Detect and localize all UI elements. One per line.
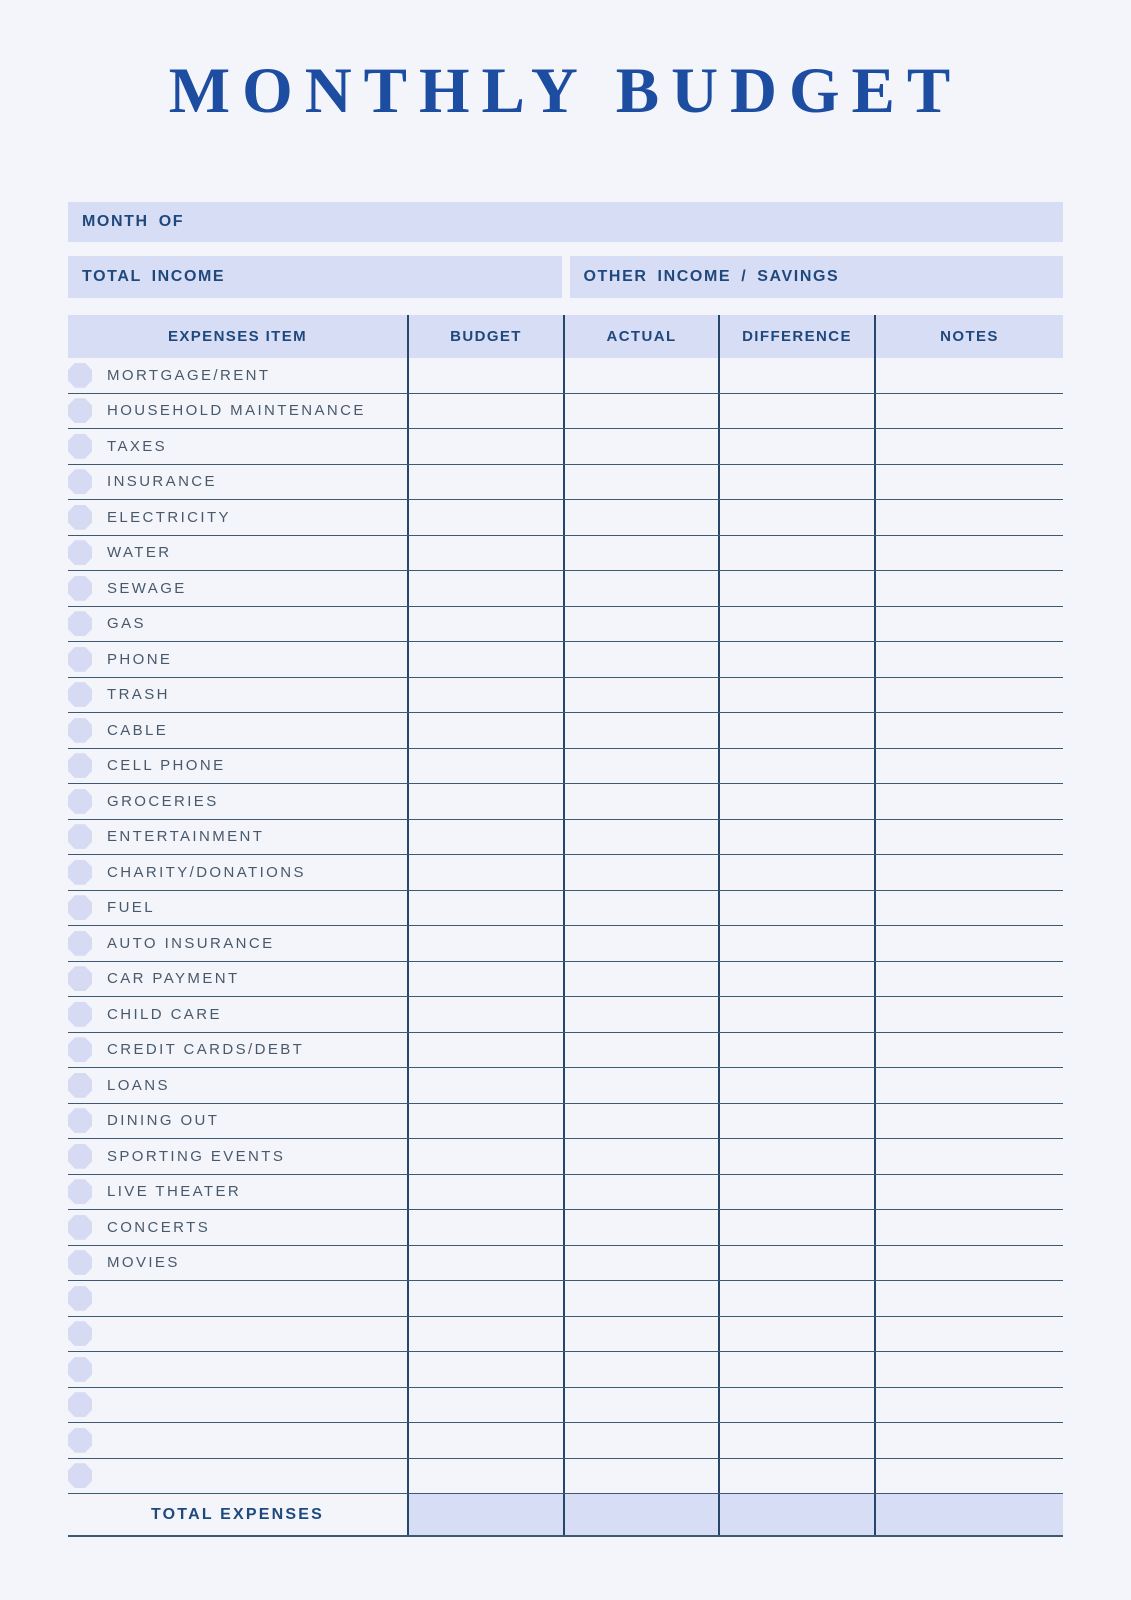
octagon-bullet-icon: [68, 1002, 92, 1027]
total-actual-cell[interactable]: [565, 1494, 720, 1535]
expense-row: [68, 784, 1063, 820]
total-expenses-label: TOTAL EXPENSES: [150, 1505, 325, 1523]
notes-cell[interactable]: [876, 1033, 1063, 1068]
octagon-bullet-icon: [68, 1037, 92, 1062]
budget-cell[interactable]: [409, 713, 565, 748]
notes-cell[interactable]: [876, 465, 1063, 500]
expenses-table: [68, 315, 1063, 1537]
difference-cell[interactable]: [720, 1068, 876, 1103]
octagon-bullet-icon: [68, 1073, 92, 1098]
notes-cell[interactable]: [876, 713, 1063, 748]
expense-item-cell: [68, 749, 409, 784]
difference-cell[interactable]: [720, 1139, 876, 1174]
difference-cell[interactable]: [720, 500, 876, 535]
difference-cell[interactable]: [720, 1104, 876, 1139]
octagon-bullet-icon: [68, 434, 92, 459]
expense-row: [68, 678, 1063, 714]
notes-cell[interactable]: [876, 1068, 1063, 1103]
actual-cell[interactable]: [565, 1175, 720, 1210]
budget-cell[interactable]: [409, 1068, 565, 1103]
expense-item-cell: [68, 500, 409, 535]
notes-cell[interactable]: [876, 1352, 1063, 1387]
expense-row: [68, 429, 1063, 465]
expense-item-cell: [68, 607, 409, 642]
expense-row: [68, 997, 1063, 1033]
octagon-bullet-icon: [68, 576, 92, 601]
actual-cell[interactable]: [565, 891, 720, 926]
octagon-bullet-icon: [68, 1144, 92, 1169]
actual-cell[interactable]: [565, 1317, 720, 1352]
notes-cell[interactable]: [876, 536, 1063, 571]
budget-cell[interactable]: [409, 749, 565, 784]
expense-item-cell: [68, 394, 409, 429]
expense-item-cell: [68, 997, 409, 1032]
actual-cell[interactable]: [565, 1423, 720, 1458]
actual-cell[interactable]: [565, 820, 720, 855]
octagon-bullet-icon: [68, 469, 92, 494]
budget-cell[interactable]: [409, 784, 565, 819]
notes-cell[interactable]: [876, 1104, 1063, 1139]
difference-cell[interactable]: [720, 358, 876, 393]
expense-row: [68, 1388, 1063, 1424]
difference-cell[interactable]: [720, 962, 876, 997]
notes-cell[interactable]: [876, 1246, 1063, 1281]
notes-cell[interactable]: [876, 678, 1063, 713]
octagon-bullet-icon: [68, 540, 92, 565]
table-header-row: [68, 315, 1063, 358]
notes-cell[interactable]: [876, 642, 1063, 677]
expense-row: [68, 855, 1063, 891]
difference-cell[interactable]: [720, 1459, 876, 1494]
header-cell-difference: DIFFERENCE: [720, 315, 876, 358]
expense-row: [68, 962, 1063, 998]
header-cell-expenses-item: EXPENSES ITEM: [68, 315, 409, 358]
income-section: [68, 256, 1063, 298]
expense-item-cell: [68, 784, 409, 819]
header-cell-budget: BUDGET: [409, 315, 565, 358]
expense-item-cell: [68, 713, 409, 748]
expense-label: GAS: [107, 615, 146, 633]
octagon-bullet-icon: [68, 505, 92, 530]
octagon-bullet-icon: [68, 789, 92, 814]
difference-cell[interactable]: [720, 1317, 876, 1352]
actual-cell[interactable]: [565, 465, 720, 500]
budget-cell[interactable]: [409, 1352, 565, 1387]
expense-item-cell: [68, 1352, 409, 1387]
expense-item-cell: [68, 1281, 409, 1316]
budget-cell[interactable]: [409, 571, 565, 606]
budget-cell[interactable]: [409, 536, 565, 571]
difference-cell[interactable]: [720, 607, 876, 642]
octagon-bullet-icon: [68, 1179, 92, 1204]
difference-cell[interactable]: [720, 784, 876, 819]
expense-row: [68, 1175, 1063, 1211]
expense-row: [68, 749, 1063, 785]
header-cell-actual: ACTUAL: [565, 315, 720, 358]
expense-label: SEWAGE: [107, 579, 187, 597]
expense-item-cell: [68, 1033, 409, 1068]
octagon-bullet-icon: [68, 931, 92, 956]
budget-cell[interactable]: [409, 607, 565, 642]
difference-cell[interactable]: [720, 855, 876, 890]
octagon-bullet-icon: [68, 647, 92, 672]
budget-cell[interactable]: [409, 1104, 565, 1139]
octagon-bullet-icon: [68, 398, 92, 423]
expense-item-cell: [68, 1068, 409, 1103]
actual-cell[interactable]: [565, 500, 720, 535]
expense-item-cell: [68, 678, 409, 713]
difference-cell[interactable]: [720, 1210, 876, 1245]
expense-label: LOANS: [107, 1076, 170, 1094]
notes-cell[interactable]: [876, 429, 1063, 464]
notes-cell[interactable]: [876, 855, 1063, 890]
expense-item-cell: [68, 1388, 409, 1423]
expense-row: [68, 1068, 1063, 1104]
actual-cell[interactable]: [565, 536, 720, 571]
actual-cell[interactable]: [565, 749, 720, 784]
notes-cell[interactable]: [876, 1388, 1063, 1423]
octagon-bullet-icon: [68, 860, 92, 885]
octagon-bullet-icon: [68, 895, 92, 920]
budget-cell[interactable]: [409, 855, 565, 890]
octagon-bullet-icon: [68, 1286, 92, 1311]
difference-cell[interactable]: [720, 678, 876, 713]
expense-item-cell: [68, 465, 409, 500]
difference-cell[interactable]: [720, 820, 876, 855]
month-of-field[interactable]: [68, 202, 1063, 242]
expense-item-cell: [68, 1139, 409, 1174]
table-body: [68, 358, 1063, 1494]
budget-cell[interactable]: [409, 678, 565, 713]
budget-cell[interactable]: [409, 1317, 565, 1352]
actual-cell[interactable]: [565, 358, 720, 393]
actual-cell[interactable]: [565, 678, 720, 713]
difference-cell[interactable]: [720, 1246, 876, 1281]
difference-cell[interactable]: [720, 465, 876, 500]
expense-label: ELECTRICITY: [107, 508, 231, 526]
expense-row: [68, 1281, 1063, 1317]
budget-cell[interactable]: [409, 1139, 565, 1174]
expense-label: HOUSEHOLD MAINTENANCE: [107, 402, 366, 420]
actual-cell[interactable]: [565, 997, 720, 1032]
expense-item-cell: [68, 642, 409, 677]
total-income-field[interactable]: [68, 256, 562, 298]
actual-cell[interactable]: [565, 962, 720, 997]
header-cell-notes: NOTES: [940, 328, 999, 345]
actual-cell[interactable]: [565, 1210, 720, 1245]
octagon-bullet-icon: [68, 718, 92, 743]
total-budget-cell[interactable]: [409, 1494, 565, 1535]
budget-cell[interactable]: [409, 465, 565, 500]
budget-cell[interactable]: [409, 1246, 565, 1281]
notes-cell[interactable]: [876, 891, 1063, 926]
budget-cell[interactable]: [409, 1459, 565, 1494]
expense-row: [68, 1246, 1063, 1282]
expense-item-cell: [68, 820, 409, 855]
expense-label: CONCERTS: [107, 1218, 211, 1236]
actual-cell[interactable]: [565, 429, 720, 464]
actual-cell[interactable]: [565, 1068, 720, 1103]
difference-cell[interactable]: [720, 1388, 876, 1423]
expense-label: MORTGAGE/RENT: [107, 366, 271, 384]
expense-row: [68, 926, 1063, 962]
difference-cell[interactable]: [720, 749, 876, 784]
expense-label: INSURANCE: [107, 473, 217, 491]
actual-cell[interactable]: [565, 571, 720, 606]
expense-label: DINING OUT: [107, 1112, 220, 1130]
expense-item-cell: [68, 358, 409, 393]
expense-item-cell: [68, 891, 409, 926]
expense-row: [68, 358, 1063, 394]
difference-cell[interactable]: [720, 713, 876, 748]
expense-row: [68, 394, 1063, 430]
expense-label: CREDIT CARDS/DEBT: [107, 1041, 305, 1059]
notes-cell[interactable]: [876, 926, 1063, 961]
difference-cell[interactable]: [720, 1175, 876, 1210]
expense-row: [68, 536, 1063, 572]
octagon-bullet-icon: [68, 824, 92, 849]
budget-cell[interactable]: [409, 1423, 565, 1458]
octagon-bullet-icon: [68, 1321, 92, 1346]
actual-cell[interactable]: [565, 1352, 720, 1387]
actual-cell[interactable]: [565, 1033, 720, 1068]
budget-cell[interactable]: [409, 1388, 565, 1423]
budget-cell[interactable]: [409, 997, 565, 1032]
notes-cell[interactable]: [876, 1281, 1063, 1316]
budget-cell[interactable]: [409, 358, 565, 393]
actual-cell[interactable]: [565, 1246, 720, 1281]
expense-label: ENTERTAINMENT: [107, 828, 265, 846]
budget-cell[interactable]: [409, 1210, 565, 1245]
budget-cell[interactable]: [409, 891, 565, 926]
difference-cell[interactable]: [720, 642, 876, 677]
difference-cell[interactable]: [720, 429, 876, 464]
expense-label: GROCERIES: [107, 792, 219, 810]
octagon-bullet-icon: [68, 753, 92, 778]
expense-label: SPORTING EVENTS: [107, 1147, 286, 1165]
notes-cell[interactable]: [876, 749, 1063, 784]
expense-item-cell: [68, 1104, 409, 1139]
expense-label: TAXES: [107, 437, 168, 455]
expense-label: CHILD CARE: [107, 1005, 222, 1023]
difference-cell[interactable]: [720, 926, 876, 961]
notes-cell[interactable]: [876, 962, 1063, 997]
notes-cell[interactable]: [876, 1139, 1063, 1174]
difference-cell[interactable]: [720, 891, 876, 926]
expense-item-cell: [68, 1210, 409, 1245]
total-notes-cell[interactable]: [876, 1494, 1063, 1535]
expense-item-cell: [68, 1317, 409, 1352]
expense-label: PHONE: [107, 650, 173, 668]
notes-cell[interactable]: [876, 358, 1063, 393]
budget-cell[interactable]: [409, 1175, 565, 1210]
expense-item-cell: [68, 1246, 409, 1281]
expense-row: [68, 1139, 1063, 1175]
difference-cell[interactable]: [720, 536, 876, 571]
difference-cell[interactable]: [720, 1033, 876, 1068]
expense-row: [68, 1317, 1063, 1353]
expense-row: [68, 1423, 1063, 1459]
page-title: MONTHLY BUDGET: [168, 55, 963, 127]
expense-label: CELL PHONE: [107, 757, 226, 775]
actual-cell[interactable]: [565, 1388, 720, 1423]
notes-cell[interactable]: [876, 607, 1063, 642]
expense-row: [68, 891, 1063, 927]
expense-item-cell: [68, 571, 409, 606]
expense-label: CABLE: [107, 721, 169, 739]
budget-cell[interactable]: [409, 500, 565, 535]
expense-row: [68, 500, 1063, 536]
actual-cell[interactable]: [565, 1281, 720, 1316]
expense-item-cell: [68, 1175, 409, 1210]
expense-row: [68, 642, 1063, 678]
expense-row: [68, 1459, 1063, 1495]
expense-label: FUEL: [107, 899, 155, 917]
total-expenses-label-cell: [68, 1494, 409, 1535]
other-income-savings-label: OTHER INCOME / SAVINGS: [583, 268, 840, 285]
notes-cell[interactable]: [876, 784, 1063, 819]
expense-label: CAR PAYMENT: [107, 970, 240, 988]
actual-cell[interactable]: [565, 1459, 720, 1494]
notes-cell[interactable]: [876, 1459, 1063, 1494]
difference-cell[interactable]: [720, 1281, 876, 1316]
expense-label: CHARITY/DONATIONS: [107, 863, 306, 881]
octagon-bullet-icon: [68, 1463, 92, 1488]
budget-cell[interactable]: [409, 429, 565, 464]
expense-row: [68, 571, 1063, 607]
actual-cell[interactable]: [565, 1139, 720, 1174]
total-income-label: TOTAL INCOME: [82, 268, 226, 285]
expense-item-cell: [68, 855, 409, 890]
budget-cell[interactable]: [409, 820, 565, 855]
total-difference-cell[interactable]: [720, 1494, 876, 1535]
other-income-savings-field[interactable]: [570, 256, 1064, 298]
notes-cell[interactable]: [876, 1317, 1063, 1352]
expense-row: [68, 465, 1063, 501]
expense-item-cell: [68, 1459, 409, 1494]
octagon-bullet-icon: [68, 611, 92, 636]
octagon-bullet-icon: [68, 1250, 92, 1275]
octagon-bullet-icon: [68, 363, 92, 388]
notes-cell[interactable]: [876, 997, 1063, 1032]
expense-row: [68, 1352, 1063, 1388]
difference-cell[interactable]: [720, 1423, 876, 1458]
actual-cell[interactable]: [565, 855, 720, 890]
expense-label: LIVE THEATER: [107, 1183, 242, 1201]
actual-cell[interactable]: [565, 607, 720, 642]
expense-label: TRASH: [107, 686, 170, 704]
month-of-label: MONTH OF: [82, 213, 185, 230]
notes-cell[interactable]: [876, 1423, 1063, 1458]
expense-item-cell: [68, 1423, 409, 1458]
expense-row: [68, 1104, 1063, 1140]
expense-label: MOVIES: [107, 1254, 180, 1272]
budget-cell[interactable]: [409, 1033, 565, 1068]
actual-cell[interactable]: [565, 642, 720, 677]
octagon-bullet-icon: [68, 1392, 92, 1417]
budget-cell[interactable]: [409, 394, 565, 429]
expense-item-cell: [68, 429, 409, 464]
notes-cell[interactable]: [876, 500, 1063, 535]
octagon-bullet-icon: [68, 1357, 92, 1382]
notes-cell[interactable]: [876, 1210, 1063, 1245]
notes-cell[interactable]: [876, 1175, 1063, 1210]
actual-cell[interactable]: [565, 1104, 720, 1139]
expense-row: [68, 1033, 1063, 1069]
octagon-bullet-icon: [68, 682, 92, 707]
octagon-bullet-icon: [68, 966, 92, 991]
budget-cell[interactable]: [409, 1281, 565, 1316]
budget-cell[interactable]: [409, 926, 565, 961]
notes-cell[interactable]: [876, 394, 1063, 429]
difference-cell[interactable]: [720, 997, 876, 1032]
actual-cell[interactable]: [565, 394, 720, 429]
budget-cell[interactable]: [409, 962, 565, 997]
octagon-bullet-icon: [68, 1215, 92, 1240]
notes-cell[interactable]: [876, 820, 1063, 855]
expense-row: [68, 607, 1063, 643]
octagon-bullet-icon: [68, 1108, 92, 1133]
difference-cell[interactable]: [720, 571, 876, 606]
actual-cell[interactable]: [565, 784, 720, 819]
actual-cell[interactable]: [565, 713, 720, 748]
expense-label: WATER: [107, 544, 172, 562]
expense-label: AUTO INSURANCE: [107, 934, 275, 952]
notes-cell[interactable]: [876, 571, 1063, 606]
expense-item-cell: [68, 536, 409, 571]
expense-row: [68, 713, 1063, 749]
budget-cell[interactable]: [409, 642, 565, 677]
total-expenses-row: [68, 1494, 1063, 1537]
difference-cell[interactable]: [720, 394, 876, 429]
difference-cell[interactable]: [720, 1352, 876, 1387]
expense-row: [68, 1210, 1063, 1246]
actual-cell[interactable]: [565, 926, 720, 961]
octagon-bullet-icon: [68, 1428, 92, 1453]
expense-item-cell: [68, 962, 409, 997]
expense-item-cell: [68, 926, 409, 961]
expense-row: [68, 820, 1063, 856]
